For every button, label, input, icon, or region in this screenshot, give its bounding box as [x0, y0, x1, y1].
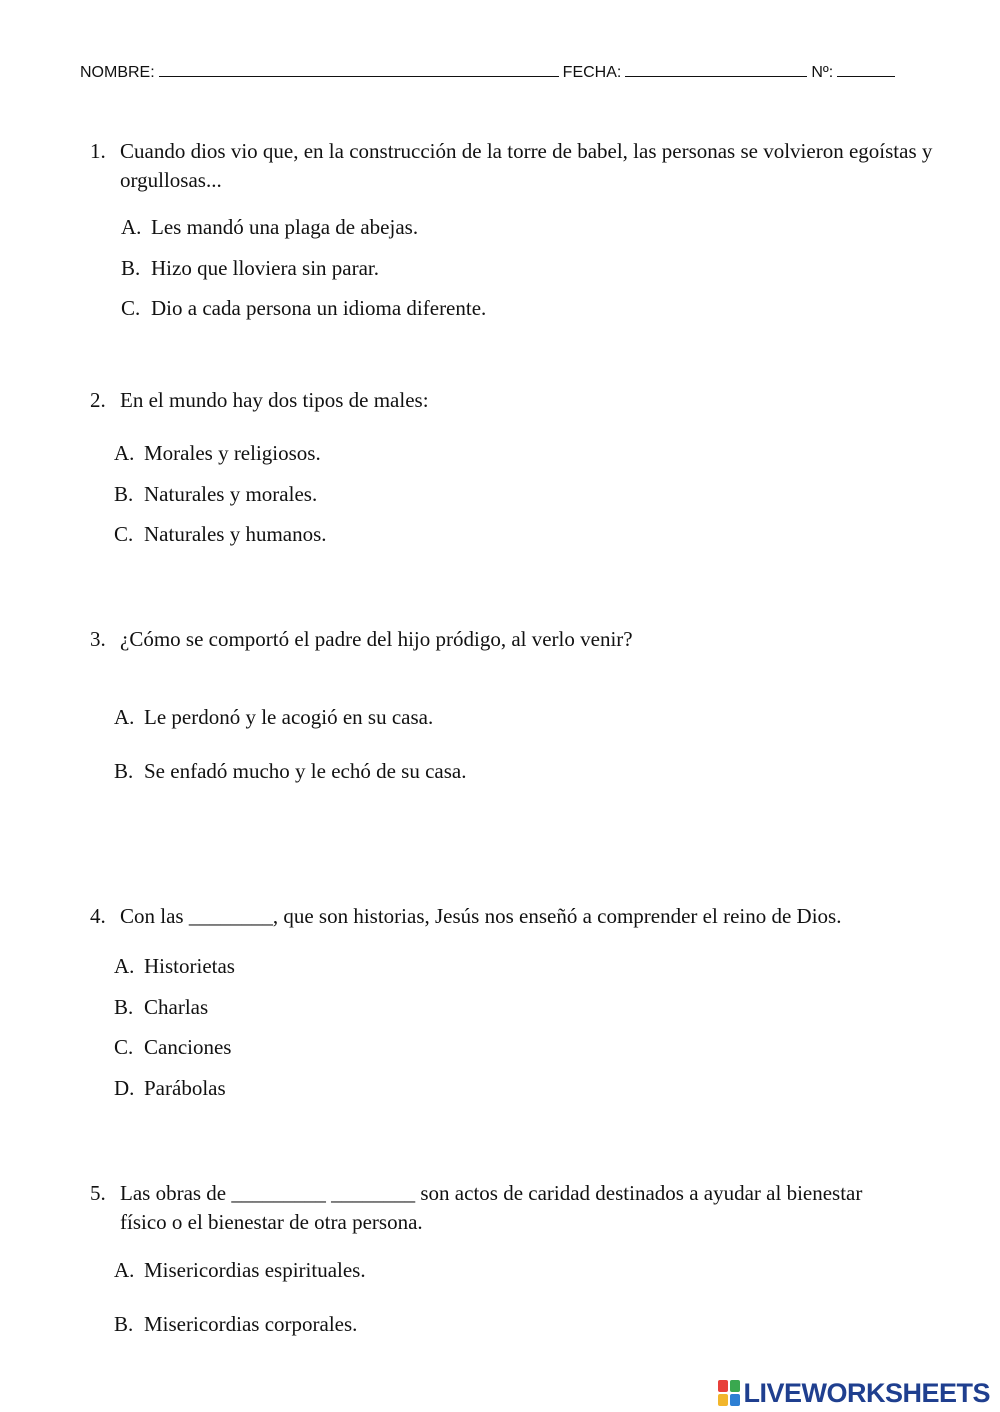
date-field[interactable]: [625, 62, 807, 77]
option-5a[interactable]: [114, 1256, 366, 1284]
option-letter: C.: [121, 296, 141, 320]
number-label: Nº:: [811, 64, 834, 81]
option-letter: A.: [114, 1258, 135, 1282]
question-5: [90, 1179, 890, 1239]
liveworksheets-logo: [718, 1378, 990, 1408]
option-1a[interactable]: [121, 213, 418, 241]
student-info-header: [80, 62, 940, 82]
option-text: Le perdonó y le acogió en su casa.: [144, 705, 434, 729]
question-1: [90, 137, 940, 197]
question-text: ¿Cómo se comportó el padre del hijo pródigo, al verlo venir?: [120, 627, 633, 651]
option-text: Dio a cada persona un idioma diferente.: [151, 296, 487, 320]
name-field[interactable]: [159, 62, 559, 77]
question-text: Las obras de _________ ________ son actos de caridad destinados a ayudar al bienestar físico o el bienestar de otra persona.: [120, 1181, 863, 1234]
question-4: [90, 902, 970, 932]
option-2c[interactable]: [114, 520, 327, 548]
question-number: 5.: [90, 1181, 106, 1205]
option-text: Historietas: [144, 954, 235, 978]
option-letter: B.: [114, 759, 134, 783]
date-label: FECHA:: [562, 64, 622, 81]
option-4a[interactable]: [114, 952, 235, 980]
option-text: Canciones: [144, 1035, 232, 1059]
option-text: Hizo que lloviera sin parar.: [151, 256, 380, 280]
option-2a[interactable]: [114, 439, 321, 467]
option-text: Charlas: [144, 995, 209, 1019]
option-text: Parábolas: [144, 1076, 226, 1100]
option-letter: C.: [114, 1035, 134, 1059]
option-letter: A.: [121, 215, 142, 239]
option-letter: B.: [114, 995, 134, 1019]
question-3: [90, 625, 940, 655]
number-field[interactable]: [837, 62, 895, 77]
question-number: 4.: [90, 904, 106, 928]
option-1b[interactable]: [121, 254, 379, 282]
option-3a[interactable]: [114, 703, 433, 731]
option-text: Misericordias corporales.: [144, 1312, 358, 1336]
option-letter: B.: [114, 482, 134, 506]
option-3b[interactable]: [114, 757, 466, 785]
option-4d[interactable]: [114, 1074, 226, 1102]
option-letter: B.: [114, 1312, 134, 1336]
option-text: Naturales y morales.: [144, 482, 318, 506]
option-4c[interactable]: [114, 1033, 231, 1061]
question-text: Con las ________, que son historias, Jesús nos enseñó a comprender el reino de Dios.: [120, 904, 842, 928]
liveworksheets-badge-icon: [718, 1380, 740, 1406]
option-letter: A.: [114, 954, 135, 978]
option-letter: B.: [121, 256, 141, 280]
name-label: NOMBRE:: [80, 64, 155, 81]
option-5b[interactable]: [114, 1310, 357, 1338]
question-text: Cuando dios vio que, en la construcción de la torre de babel, las personas se volvieron egoístas y orgullosas...: [120, 139, 933, 192]
question-number: 2.: [90, 388, 106, 412]
question-text: En el mundo hay dos tipos de males:: [120, 388, 429, 412]
option-text: Misericordias espirituales.: [144, 1258, 366, 1282]
option-text: Naturales y humanos.: [144, 522, 327, 546]
question-number: 3.: [90, 627, 106, 651]
option-letter: C.: [114, 522, 134, 546]
option-1c[interactable]: [121, 294, 486, 322]
question-2: [90, 386, 940, 416]
option-text: Les mandó una plaga de abejas.: [151, 215, 419, 239]
option-text: Morales y religiosos.: [144, 441, 321, 465]
option-letter: A.: [114, 705, 135, 729]
question-number: 1.: [90, 139, 106, 163]
option-text: Se enfadó mucho y le echó de su casa.: [144, 759, 467, 783]
logo-text: LIVEWORKSHEETS: [743, 1377, 990, 1408]
option-letter: D.: [114, 1076, 135, 1100]
option-4b[interactable]: [114, 993, 208, 1021]
option-letter: A.: [114, 441, 135, 465]
option-2b[interactable]: [114, 480, 317, 508]
